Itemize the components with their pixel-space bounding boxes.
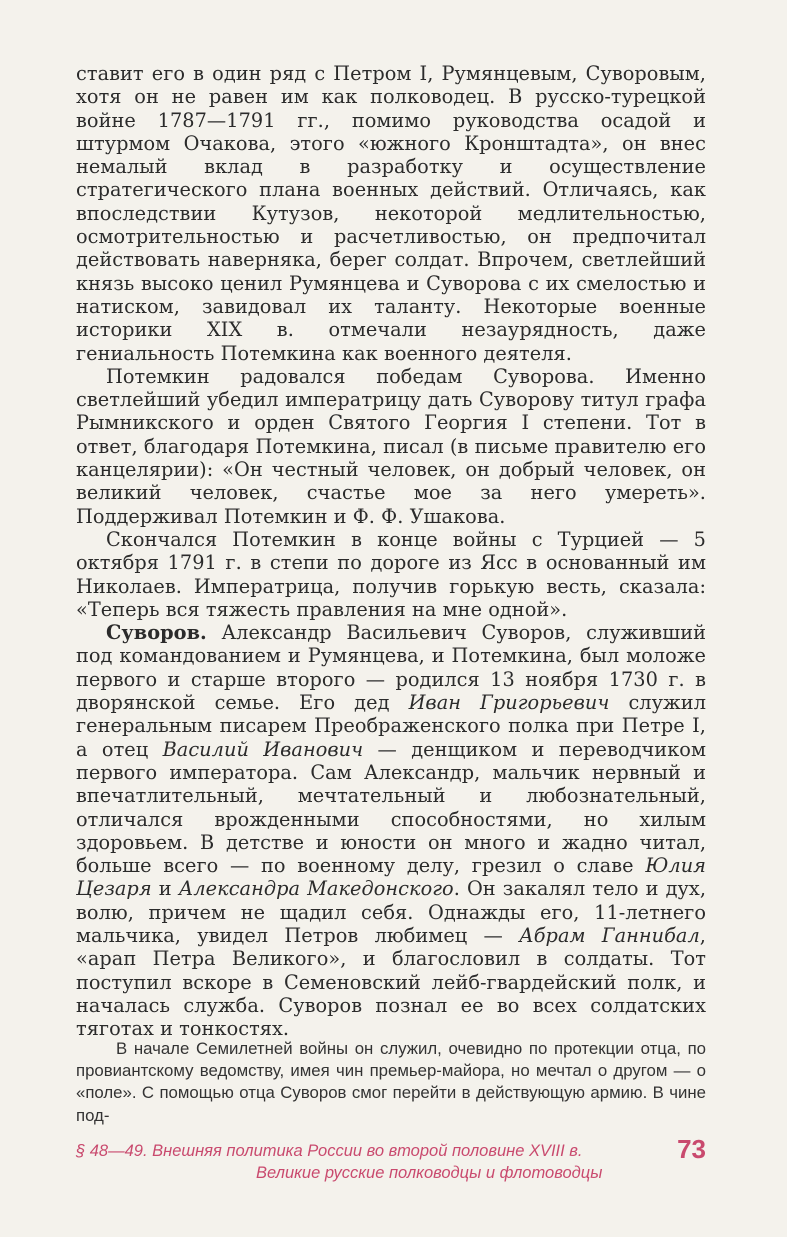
small-print-block bbox=[76, 1038, 706, 1127]
name-abram-gannibal: Абрам Ганнибал bbox=[519, 923, 700, 947]
paragraph-1: ставит его в один ряд с Петром I, Румянцевым, Суворовым, хотя он не равен им как полководец. В русско-турецкой войне 1787—1791 гг., помимо руководства осадой и штурмом Очакова, этого «южного Кронштадта», он внес немалый вклад в разработку и осуществление стратегического плана военных действий. Отличаясь, как впоследствии Кутузов, некоторой медлительностью, осмотрительностью и расчетливостью, он предпочитал действовать наверняка, берег солдат. Впрочем, светлейший князь высоко ценил Румянцева и Суворова с их смелостью и натиском, завидовал их таланту. Некоторые военные историки XIX в. отмечали незаурядность, даже гениальность Потемкина как военного деятеля. bbox=[76, 62, 706, 365]
paragraph-4-text-2: служил генеральным писарем Преображенского полка при Петре I, а отец bbox=[76, 691, 706, 761]
paragraph-4-text-4: и bbox=[151, 877, 179, 901]
page-number: 73 bbox=[677, 1134, 706, 1164]
paragraph-4 bbox=[76, 621, 706, 1040]
paragraph-4-text-6: , «арап Петра Великого», и благословил в солдаты. Тот поступил вскоре в Семеновский лейб-гвардейский полк, и началась служба. Суворов познал ее во всех солдатских тяготах и тонкостях. bbox=[76, 923, 706, 1041]
footer-chapter-title: § 48—49. Внешняя политика России во второй половине XVIII в. bbox=[76, 1142, 583, 1160]
paragraph-3: Скончался Потемкин в конце войны с Турцией — 5 октября 1791 г. в степи по дороге из Ясс в основанный им Николаев. Императрица, получив горькую весть, сказала: «Теперь вся тяжесть правления на мне одной». bbox=[76, 527, 706, 621]
paragraph-4-text-1: Александр Васильевич Суворов, служивший под командованием и Румянцева, и Потемкина, был моложе первого и старше второго — родился 13 ноября 1730 г. в дворянской семье. Его дед bbox=[76, 621, 706, 715]
name-vasily-ivanovich: Василий Иванович bbox=[162, 737, 364, 761]
small-print-paragraph: В начале Семилетней войны он служил, очевидно по протекции отца, по провиантскому ведомству, имея чин премьер-майора, но мечтал о другом — о «поле». С помощью отца Суворов смог перейти в действующую армию. В чине под- bbox=[76, 1039, 706, 1125]
name-julius-caesar: Юлия Цезаря bbox=[76, 854, 706, 901]
paragraph-2: Потемкин радовался победам Суворова. Именно светлейший убедил императрицу дать Суворову титул графа Рымникского и орден Святого Георгия I степени. Тот в ответ, благодаря Потемкина, писал (в письме правителю его канцелярии): «Он честный человек, он добрый человек, он великий человек, счастье мое за него умереть». Поддерживал Потемкин и Ф. Ф. Ушакова. bbox=[76, 364, 706, 528]
main-text bbox=[76, 62, 706, 1040]
footer-chapter-subtitle: Великие русские полководцы и флотоводцы bbox=[256, 1164, 603, 1182]
name-ivan-grigorievich: Иван Григорьевич bbox=[408, 691, 610, 715]
section-heading-suvorov: Суворов. bbox=[106, 621, 207, 645]
paragraph-4-text-5: . Он закалял тело и дух, волю, причем не щадил себя. Однажды его, 11-летнего мальчика, увидел Петров любимец — bbox=[76, 877, 707, 947]
paragraph-4-text-3: — денщиком и переводчиком первого императора. Сам Александр, мальчик нервный и впечатлительный, мечтательный и любознательный, отличался врожденными способностями, но хилым здоровьем. В детстве и юности он много и жадно читал, больше всего — по военному делу, грезил о славе bbox=[76, 737, 706, 878]
name-alexander-macedon: Александра Македонского bbox=[178, 877, 454, 901]
